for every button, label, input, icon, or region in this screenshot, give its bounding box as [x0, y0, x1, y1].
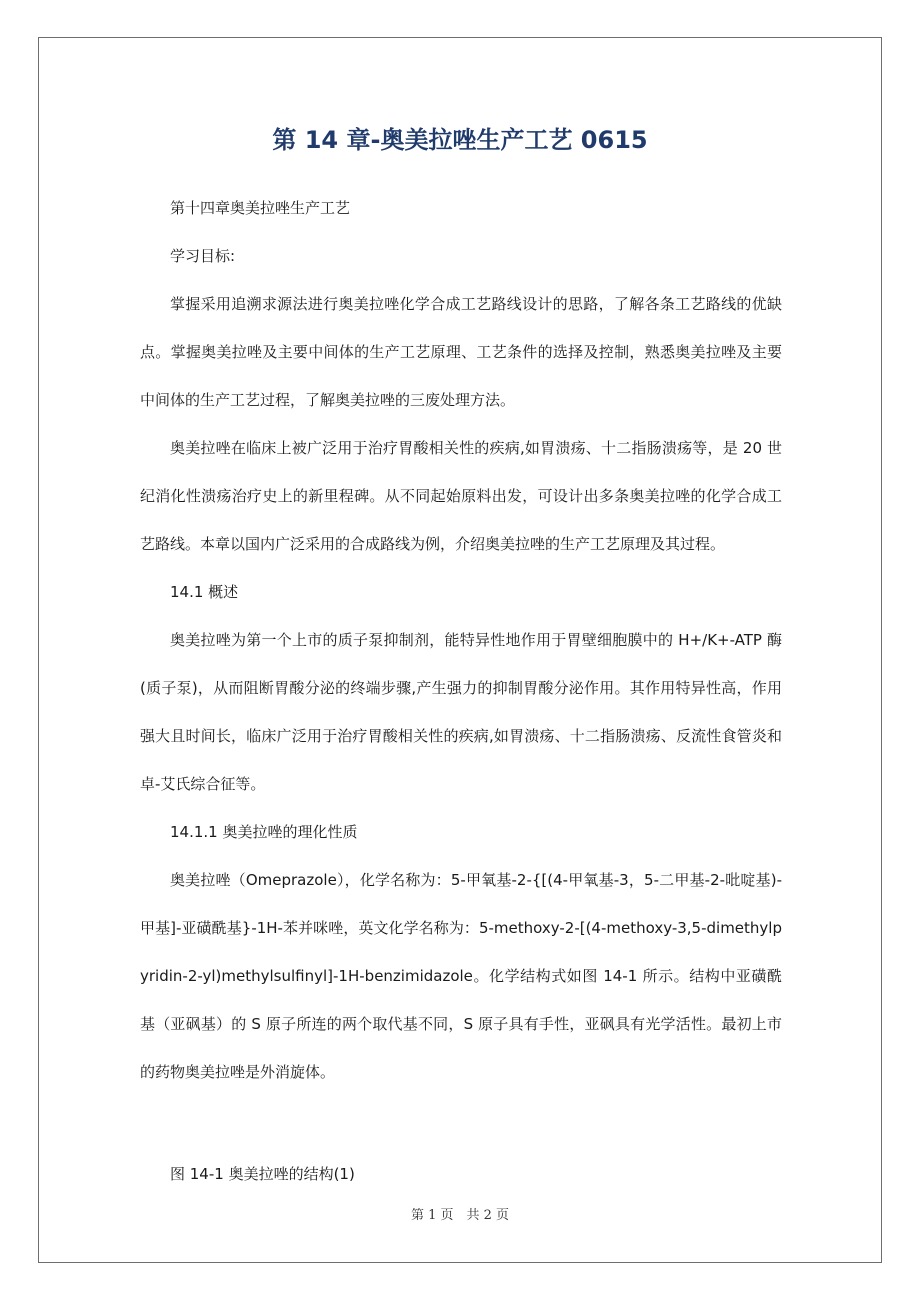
paragraph-overview: 奥美拉唑为第一个上市的质子泵抑制剂，能特异性地作用于胃壁细胞膜中的 H+/K+-ATP 酶(质子泵)，从而阻断胃酸分泌的终端步骤,产生强力的抑制胃酸分泌作用。其作用特异性高，作用强大且时间长，临床广泛用于治疗胃酸相关性的疾病,如胃溃疡、十二指肠溃疡、反流性食管炎和卓-艾氏综合征等。: [140, 631, 782, 793]
paragraph-learning-goals-label: 学习目标:: [170, 247, 236, 265]
paragraph-intro: 奥美拉唑在临床上被广泛用于治疗胃酸相关性的疾病,如胃溃疡、十二指肠溃疡等，是 20 世纪消化性溃疡治疗史上的新里程碑。从不同起始原料出发，可设计出多条奥美拉唑的化学合成工艺路线。本章以国内广泛采用的合成路线为例，介绍奥美拉唑的生产工艺原理及其过程。: [140, 439, 782, 553]
document-body: [140, 184, 782, 1096]
document-title: 第 14 章-奥美拉唑生产工艺 0615: [272, 126, 648, 154]
section-heading-14-1: 14.1 概述: [170, 583, 239, 601]
paragraph-learning-goals: 掌握采用追溯求源法进行奥美拉唑化学合成工艺路线设计的思路，了解各条工艺路线的优缺点。掌握奥美拉唑及主要中间体的生产工艺原理、工艺条件的选择及控制，熟悉奥美拉唑及主要中间体的生产工艺过程，了解奥美拉唑的三废处理方法。: [140, 295, 782, 409]
page-footer: 第 1 页 共 2 页: [410, 1208, 510, 1223]
paragraph-chapter-heading: 第十四章奥美拉唑生产工艺: [170, 199, 351, 217]
figure-caption: 图 14-1 奥美拉唑的结构(1): [170, 1165, 355, 1183]
paragraph-properties: 奥美拉唑（Omeprazole），化学名称为：5-甲氧基-2-{[(4-甲氧基-3，5-二甲基-2-吡啶基)-甲基]-亚磺酰基}-1H-苯并咪唑，英文化学名称为：5-methoxy-2-[(4-methoxy-3,5-dimethylpyridin-2-yl)methylsulfinyl]-1H-benzimidazole。化学结构式如图 14-1 所示。结构中亚磺酰基（亚砜基）的 S 原子所连的两个取代基不同，S 原子具有手性，亚砜具有光学活性。最初上市的药物奥美拉唑是外消旋体。: [140, 871, 782, 1081]
section-heading-14-1-1: 14.1.1 奥美拉唑的理化性质: [170, 823, 358, 841]
